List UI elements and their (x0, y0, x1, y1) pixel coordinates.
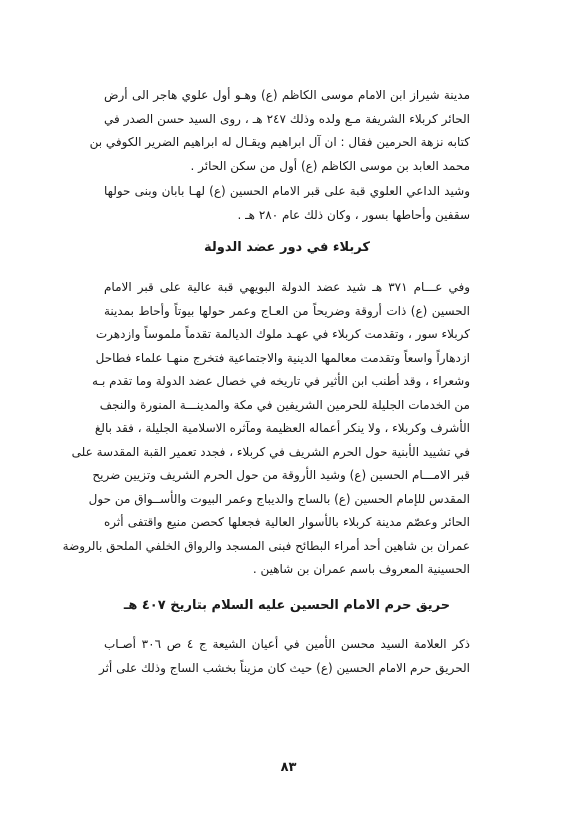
page-number: ٨٣ (280, 760, 297, 775)
text-line: وشعراء ، وقد أطنب ابن الأثير في تاريخه في خصال عضد الدولة وما تقدم بـه (92, 374, 470, 388)
text-line: الحسين (ع) ذات أروقة وضريحاً من العـاج وعمر حولها بيوتاً وأحاط بمدينة (104, 303, 470, 318)
text-line: الحريق حرم الامام الحسين (ع) حيث كان مزيناً بخشب الساج وذلك على أثر (98, 660, 470, 675)
text-line: محمد العابد بن موسى الكاظم (ع) أول من سكن الحائر . (190, 158, 470, 173)
text-line: في تشييد الأبنية حول الحرم الشريف في كربلاء ، فجدد تعمير القبة المقدسة على (71, 444, 470, 459)
text-line: قبر الامـــام الحسين (ع) وشيد الأروقة من حول الحرم الشريف وتزيين ضريح (92, 468, 470, 482)
paragraph-shiraz-alawi (89, 84, 470, 178)
text-line: الحائر وعصّم مدينة كربلاء بالأسوار العالية فجعلها كحصن منيع واقتفى أثره (104, 515, 470, 529)
text-line: عمران بن شاهين أحد أمراء البطائح فبنى المسجد والرواق الخلفي الملحق بالروضة (62, 538, 470, 553)
text-line: كربلاء سور ، وتقدمت كربلاء في عهـد ملوك الديالمة تقدماً ملموساً وازدهرت (95, 327, 470, 341)
text-line: ذكر العلامة السيد محسن الأمين في أعيان الشيعة ج ٤ ص ٣٠٦ أصـاب (104, 637, 470, 651)
paragraph-fire-shrine (98, 633, 470, 680)
text-line: مدينة شيراز ابن الامام موسى الكاظم (ع) وهـو أول علوي هاجر الى أرض (104, 88, 470, 102)
paragraph-dai-alawi (104, 180, 470, 227)
text-line: كتابه نزهة الحرمين فقال : ان آل ابراهيم ويقـال له ابراهيم الضرير الكوفي بن (89, 135, 470, 149)
section-heading: حريق حرم الامام الحسين عليه السلام بتاريخ ٤٠٧ هـ (123, 598, 451, 613)
text-line: وشيد الداعي العلوي قبة على قبر الامام الحسين (ع) لهـا بابان وبنى حولها (104, 184, 470, 198)
text-line: من الخدمات الجليلة للحرمين الشريفين في مكة والمدينـــة المنورة والنجف (99, 397, 470, 412)
paragraph-adud-al-dawla (62, 276, 470, 582)
text-line: ازدهاراً واسعاً وتقدمت معالمها الدينية والاجتماعية فتخرج منهـا علماء فطاحل (95, 350, 470, 365)
text-line: سقفين وأحاطها بسور ، وكان ذلك عام ٢٨٠ هـ . (237, 207, 470, 222)
text-line: الحائر كربلاء الشريفة مـع ولده وذلك ٢٤٧ هـ ، روى السيد حسن الصدر في (104, 111, 470, 126)
text-line: وفي عـــام ٣٧١ هـ شيد عضد الدولة البويهي قبة عالية على قبر الامام (104, 280, 470, 294)
text-line: المقدس للإمام الحسين (ع) بالساج والديباج وعمر البيوت والأســواق من حول (88, 491, 470, 506)
text-line: الحسينية المعروف باسم عمران بن شاهين . (252, 562, 470, 576)
text-line: الأشرف وكربلاء ، ولا ينكر أعماله العظيمة ومآثره الاسلامية الجليلة ، فقد بالغ (94, 421, 470, 435)
section-heading: كربلاء في دور عضد الدولة (204, 240, 370, 255)
